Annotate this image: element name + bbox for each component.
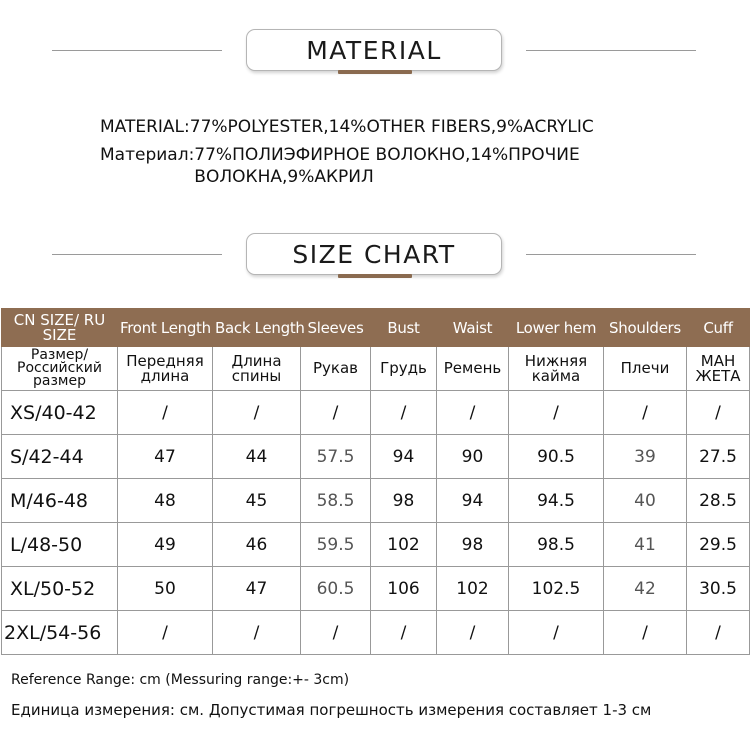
col-header-sleeves: Sleeves bbox=[301, 309, 371, 347]
table-cell: 30.5 bbox=[687, 567, 750, 611]
reference-note-ru: Единица измерения: см. Допустимая погрешность измерения составляет 1-3 см bbox=[11, 701, 652, 719]
table-cell: 102 bbox=[371, 523, 437, 567]
table-cell: 59.5 bbox=[301, 523, 371, 567]
table-cell: 45 bbox=[213, 479, 301, 523]
table-cell: 94 bbox=[437, 479, 509, 523]
table-cell: 27.5 bbox=[687, 435, 750, 479]
heading-divider-right bbox=[526, 254, 696, 255]
table-cell: 98 bbox=[437, 523, 509, 567]
table-cell: 58.5 bbox=[301, 479, 371, 523]
size-chart-table bbox=[1, 308, 750, 655]
table-cell: 60.5 bbox=[301, 567, 371, 611]
header-row-en bbox=[2, 309, 750, 347]
size-cell: S/42-44 bbox=[2, 435, 118, 479]
heading-divider-right bbox=[526, 50, 696, 51]
table-cell: / bbox=[604, 391, 687, 435]
table-cell: / bbox=[687, 391, 750, 435]
table-cell: 98.5 bbox=[509, 523, 604, 567]
col-header-lower-hem: Lower hem bbox=[509, 309, 604, 347]
col-header-sleeves-ru: Рукав bbox=[301, 347, 371, 391]
table-cell: 28.5 bbox=[687, 479, 750, 523]
table-cell: 42 bbox=[604, 567, 687, 611]
col-header-shoulders: Shoulders bbox=[604, 309, 687, 347]
size-cell: M/46-48 bbox=[2, 479, 118, 523]
col-header-size: CN SIZE/ RU SIZE bbox=[2, 309, 118, 347]
table-cell: / bbox=[604, 611, 687, 655]
col-header-cuff: Cuff bbox=[687, 309, 750, 347]
table-cell: 29.5 bbox=[687, 523, 750, 567]
table-cell: / bbox=[509, 391, 604, 435]
material-label-ru: Материал: bbox=[100, 145, 195, 165]
size-cell: L/48-50 bbox=[2, 523, 118, 567]
table-cell: 49 bbox=[118, 523, 213, 567]
table-row bbox=[2, 523, 750, 567]
material-value-ru: 77%ПОЛИЭФИРНОЕ ВОЛОКНО,14%ПРОЧИЕ ВОЛОКНА,9%АКРИЛ bbox=[194, 145, 580, 187]
table-cell: 50 bbox=[118, 567, 213, 611]
heading-divider-left bbox=[52, 254, 222, 255]
col-header-back-length-ru: Длина спины bbox=[213, 347, 301, 391]
size-chart-heading: SIZE CHART bbox=[246, 233, 502, 275]
table-cell: 48 bbox=[118, 479, 213, 523]
table-cell: / bbox=[687, 611, 750, 655]
col-header-front-length: Front Length bbox=[118, 309, 213, 347]
table-cell: / bbox=[301, 611, 371, 655]
table-cell: 44 bbox=[213, 435, 301, 479]
material-composition bbox=[100, 116, 630, 188]
material-value-en: 77%POLYESTER,14%OTHER FIBERS,9%ACRYLIC bbox=[189, 117, 594, 137]
col-header-back-length: Back Length bbox=[213, 309, 301, 347]
table-cell: 94.5 bbox=[509, 479, 604, 523]
col-header-front-length-ru: Передняя длина bbox=[118, 347, 213, 391]
table-cell: 90.5 bbox=[509, 435, 604, 479]
col-header-bust: Bust bbox=[371, 309, 437, 347]
heading-underbar bbox=[338, 274, 412, 278]
size-cell: 2XL/54-56 bbox=[2, 611, 118, 655]
table-cell: / bbox=[371, 391, 437, 435]
reference-note-en: Reference Range: cm (Messuring range:+- 3cm) bbox=[11, 672, 350, 688]
table-cell: 46 bbox=[213, 523, 301, 567]
table-row bbox=[2, 435, 750, 479]
size-cell: XS/40-42 bbox=[2, 391, 118, 435]
material-label-en: MATERIAL: bbox=[100, 117, 190, 137]
table-cell: 57.5 bbox=[301, 435, 371, 479]
col-header-bust-ru: Грудь bbox=[371, 347, 437, 391]
material-row-en bbox=[100, 116, 630, 138]
table-cell: / bbox=[301, 391, 371, 435]
table-cell: / bbox=[509, 611, 604, 655]
table-cell: 47 bbox=[213, 567, 301, 611]
table-cell: / bbox=[371, 611, 437, 655]
table-row bbox=[2, 567, 750, 611]
table-cell: / bbox=[213, 611, 301, 655]
table-cell: 98 bbox=[371, 479, 437, 523]
size-cell: XL/50-52 bbox=[2, 567, 118, 611]
col-header-cuff-ru: МАН ЖЕТА bbox=[687, 347, 750, 391]
table-cell: 106 bbox=[371, 567, 437, 611]
material-heading-block bbox=[0, 28, 750, 74]
heading-divider-left bbox=[52, 50, 222, 51]
table-cell: 47 bbox=[118, 435, 213, 479]
table-cell: / bbox=[118, 391, 213, 435]
material-heading: MATERIAL bbox=[246, 29, 502, 71]
table-cell: 41 bbox=[604, 523, 687, 567]
col-header-size-ru: Размер/ Российский размер bbox=[2, 347, 118, 391]
size-chart-heading-block bbox=[0, 232, 750, 278]
col-header-waist-ru: Ремень bbox=[437, 347, 509, 391]
material-row-ru bbox=[100, 144, 630, 188]
header-row-ru bbox=[2, 347, 750, 391]
table-cell: 102 bbox=[437, 567, 509, 611]
table-cell: / bbox=[437, 611, 509, 655]
table-cell: 90 bbox=[437, 435, 509, 479]
table-row bbox=[2, 391, 750, 435]
table-cell: 94 bbox=[371, 435, 437, 479]
table-row bbox=[2, 611, 750, 655]
col-header-lower-hem-ru: Нижняя кайма bbox=[509, 347, 604, 391]
table-row bbox=[2, 479, 750, 523]
table-cell: 40 bbox=[604, 479, 687, 523]
col-header-shoulders-ru: Плечи bbox=[604, 347, 687, 391]
table-cell: / bbox=[213, 391, 301, 435]
table-cell: 39 bbox=[604, 435, 687, 479]
table-cell: 102.5 bbox=[509, 567, 604, 611]
table-cell: / bbox=[437, 391, 509, 435]
col-header-waist: Waist bbox=[437, 309, 509, 347]
table-cell: / bbox=[118, 611, 213, 655]
heading-underbar bbox=[338, 70, 412, 74]
